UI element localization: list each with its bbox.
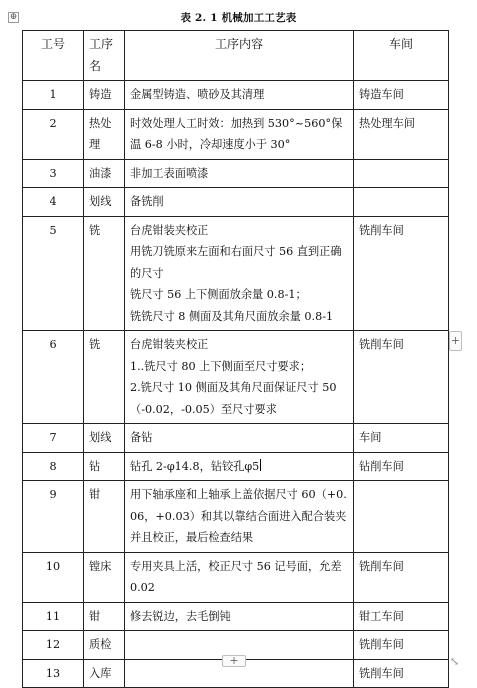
content-line: 非加工表面喷漆 (130, 166, 209, 180)
cell-workshop[interactable] (354, 481, 449, 553)
cell-process-no[interactable]: 2 (23, 109, 84, 159)
content-line: 备钻 (130, 431, 153, 444)
content-line: 专用夹具上活，校正尺寸 56 记号面，允差 0.02 (130, 559, 342, 594)
cell-process-name[interactable]: 质检 (84, 631, 125, 660)
cell-workshop[interactable] (354, 188, 449, 217)
content-line: 台虎钳装夹校正 (130, 338, 209, 351)
cell-process-content[interactable] (125, 552, 354, 602)
table-row (23, 81, 449, 110)
cell-process-no[interactable]: 4 (23, 188, 84, 217)
header-process-content[interactable]: 工序内容 (125, 31, 354, 81)
table-row (23, 188, 449, 217)
header-workshop[interactable]: 车间 (354, 31, 449, 81)
cell-process-content[interactable] (125, 188, 354, 217)
cell-process-name[interactable]: 铣 (84, 216, 125, 331)
content-line: 台虎钳装夹校正 (130, 223, 209, 237)
table-row (23, 159, 449, 188)
cell-process-content[interactable] (125, 109, 354, 159)
cell-process-name[interactable]: 划线 (84, 424, 125, 453)
resize-handle-icon[interactable]: ⤡ (449, 655, 460, 668)
cell-process-no[interactable]: 12 (23, 631, 84, 660)
cell-workshop[interactable]: 铣削车间 (354, 331, 449, 424)
cell-process-name[interactable]: 钻 (84, 452, 125, 481)
table-row (23, 602, 449, 631)
cell-process-name[interactable]: 钳 (84, 481, 125, 553)
table-row (23, 552, 449, 602)
cell-workshop[interactable]: 铣削车间 (354, 216, 449, 331)
cell-process-no[interactable]: 5 (23, 216, 84, 331)
content-line: 修去锐边，去毛倒钝 (130, 609, 231, 623)
cell-process-name[interactable]: 划线 (84, 188, 125, 217)
table-row (23, 424, 449, 453)
add-row-button[interactable]: + (222, 655, 246, 667)
content-line: 用下轴承座和上轴承上盖依据尺寸 60（+0.06，+0.03）和其以靠结合面进入配合装夹并且校正，最后检查结果 (130, 488, 347, 544)
content-line (130, 634, 348, 656)
header-process-name[interactable]: 工序名 (84, 31, 125, 81)
cell-process-content[interactable] (125, 452, 354, 481)
table-caption: 表 2. 1 机械加工工艺表 (180, 12, 297, 24)
cell-process-content[interactable] (125, 216, 354, 331)
cell-process-no[interactable]: 1 (23, 81, 84, 110)
cell-process-no[interactable]: 9 (23, 481, 84, 553)
cell-workshop[interactable]: 铣削车间 (354, 659, 449, 688)
content-line: 钻孔 2-φ14.8，钻铰孔φ5 (130, 459, 260, 473)
content-line: 金属型铸造、喷砂及其清理 (130, 88, 265, 101)
table-row (23, 109, 449, 159)
content-line: 1..铣尺寸 80 上下侧面至尺寸要求； (130, 359, 312, 373)
cell-process-content[interactable] (125, 331, 354, 424)
cell-process-name[interactable]: 油漆 (84, 159, 125, 188)
cell-workshop[interactable]: 铣削车间 (354, 631, 449, 660)
cell-workshop[interactable] (354, 159, 449, 188)
table-row (23, 331, 449, 424)
header-process-no[interactable]: 工号 (23, 31, 84, 81)
cell-process-content[interactable] (125, 81, 354, 110)
cell-workshop[interactable]: 车间 (354, 424, 449, 453)
cell-process-no[interactable]: 6 (23, 331, 84, 424)
cell-process-no[interactable]: 8 (23, 452, 84, 481)
cell-process-no[interactable]: 10 (23, 552, 84, 602)
cell-workshop[interactable]: 铣削车间 (354, 552, 449, 602)
cell-process-name[interactable]: 入库 (84, 659, 125, 688)
cell-process-no[interactable]: 11 (23, 602, 84, 631)
cell-process-name[interactable]: 铸造 (84, 81, 125, 110)
cell-process-no[interactable]: 7 (23, 424, 84, 453)
content-line: 铣铣尺寸 8 侧面及其角尺面放余量 0.8-1 (130, 309, 334, 323)
cell-process-content[interactable] (125, 424, 354, 453)
table-move-handle[interactable]: ⊕ (9, 12, 18, 22)
cell-process-no[interactable]: 3 (23, 159, 84, 188)
table-row (23, 452, 449, 481)
cell-process-name[interactable]: 钳 (84, 602, 125, 631)
cell-process-no[interactable]: 13 (23, 659, 84, 688)
process-table (22, 30, 449, 688)
content-line: 时效处理人工时效：加热到 530°~560°保温 6-8 小时，冷却速度小于 30° (130, 116, 343, 151)
content-line: 备铣削 (130, 195, 164, 208)
cell-process-content[interactable] (125, 159, 354, 188)
content-line: 铣尺寸 56 上下侧面放余量 0.8-1； (130, 288, 307, 301)
header-row (23, 31, 449, 81)
cell-workshop[interactable]: 钳工车间 (354, 602, 449, 631)
cell-workshop[interactable]: 热处理车间 (354, 109, 449, 159)
cell-workshop[interactable]: 铸造车间 (354, 81, 449, 110)
text-cursor (260, 459, 261, 471)
content-line: 2.铣尺寸 10 侧面及其角尺面保证尺寸 50（-0.02，-0.05）至尺寸要求 (130, 381, 337, 416)
cell-process-name[interactable]: 镗床 (84, 552, 125, 602)
cell-workshop[interactable]: 钻削车间 (354, 452, 449, 481)
table-row (23, 481, 449, 553)
cell-process-content[interactable] (125, 602, 354, 631)
content-line: 用铣刀铣原来左面和右面尺寸 56 直到正确的尺寸 (130, 245, 342, 280)
cell-process-name[interactable]: 热处理 (84, 109, 125, 159)
cell-process-content[interactable] (125, 481, 354, 553)
add-column-button[interactable]: + (449, 331, 462, 351)
cell-process-name[interactable]: 铣 (84, 331, 125, 424)
table-row (23, 216, 449, 331)
